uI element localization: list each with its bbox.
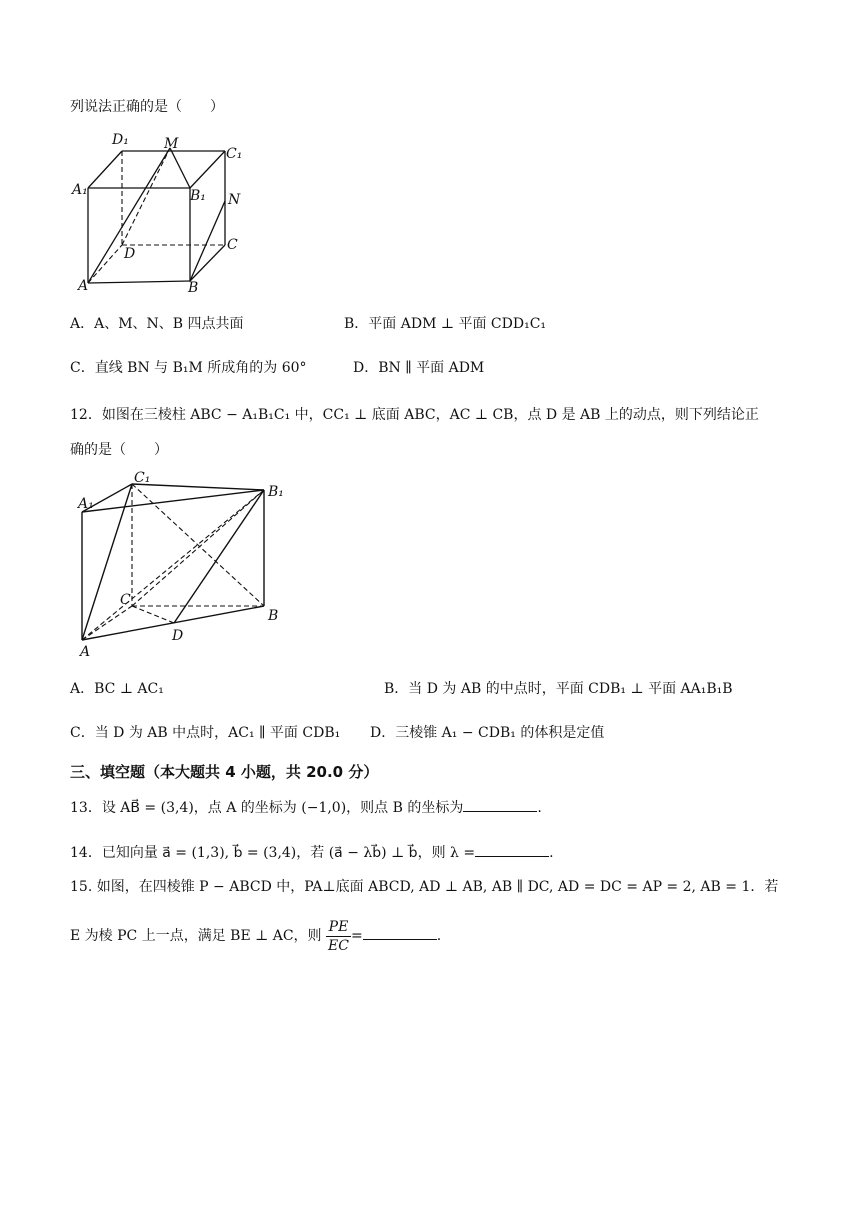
q15-answer-blank[interactable]: [363, 925, 437, 940]
section-heading-fill-blank: 三、填空题（本大题共 4 小题，共 20.0 分）: [70, 763, 379, 781]
label-A1: A₁: [78, 496, 94, 512]
label-C1: C₁: [226, 146, 243, 162]
q15-period: .: [436, 928, 442, 944]
q11-option-a[interactable]: A．A、M、N、B 四点共面: [70, 316, 244, 332]
q12-option-d[interactable]: D．三棱锥 A₁ − CDB₁ 的体积是定值: [370, 725, 605, 741]
q15-fraction: [326, 918, 351, 955]
q15-line2: [70, 916, 441, 956]
label-D: D: [124, 246, 136, 262]
q11-stem-tail: 列说法正确的是（ ）: [70, 99, 224, 115]
label-B: B: [188, 280, 199, 296]
q14: [70, 842, 554, 863]
q12-stem-line1: 12．如图在三棱柱 ABC − A₁B₁C₁ 中，CC₁ ⊥ 底面 ABC，AC ⊥ CB，点 D 是 AB 上的动点，则下列结论正: [70, 407, 759, 423]
label-B1: B₁: [268, 484, 284, 500]
q12-option-b[interactable]: B．当 D 为 AB 的中点时，平面 CDB₁ ⊥ 平面 AA₁B₁B: [384, 681, 733, 697]
q13-answer-blank[interactable]: [463, 797, 537, 812]
label-C1: C₁: [134, 470, 151, 486]
q14-text: 14．已知向量 a⃗ = (1,3), b⃗ = (3,4)，若 (a⃗ − λb⃗) ⊥ b⃗，则 λ =: [70, 845, 476, 861]
q11-option-d[interactable]: D．BN ∥ 平面 ADM: [353, 360, 485, 376]
q13-text: 13．设 AB⃗ = (3,4)，点 A 的坐标为 (−1,0)，则点 B 的坐标为: [70, 800, 464, 816]
q15-equals: =: [350, 928, 363, 944]
label-D1: D₁: [112, 132, 129, 148]
q11-option-b[interactable]: B．平面 ADM ⊥ 平面 CDD₁C₁: [344, 316, 547, 332]
q12-option-a[interactable]: A．BC ⊥ AC₁: [70, 681, 164, 697]
q13: [70, 797, 542, 818]
q13-period: .: [537, 800, 542, 816]
prism-figure: [72, 468, 292, 660]
label-A1: A₁: [72, 182, 88, 198]
label-B1: B₁: [190, 188, 206, 204]
q12-stem-line2: 确的是（ ）: [70, 442, 168, 458]
label-C: C: [227, 237, 238, 253]
label-M: M: [164, 136, 179, 152]
q15-line1: 15. 如图，在四棱锥 P − ABCD 中，PA⊥底面 ABCD, AD ⊥ AB, AB ∥ DC, AD = DC = AP = 2, AB = 1．若: [70, 879, 779, 895]
q12-option-c[interactable]: C．当 D 为 AB 中点时，AC₁ ∥ 平面 CDB₁: [70, 725, 341, 741]
label-A: A: [80, 644, 91, 660]
q11-option-c[interactable]: C．直线 BN 与 B₁M 所成角的为 60°: [70, 360, 307, 376]
q15-fraction-denominator: EC: [328, 937, 349, 954]
label-C: C: [120, 592, 131, 608]
label-N: N: [228, 192, 241, 208]
q15-fraction-numerator: PE: [326, 918, 351, 937]
q14-period: .: [549, 845, 554, 861]
q15-text: E 为棱 PC 上一点，满足 BE ⊥ AC，则: [70, 928, 322, 944]
label-A: A: [78, 278, 89, 294]
label-D: D: [172, 628, 184, 644]
label-B: B: [268, 608, 279, 624]
q14-answer-blank[interactable]: [475, 842, 549, 857]
cube-figure: [70, 126, 260, 296]
